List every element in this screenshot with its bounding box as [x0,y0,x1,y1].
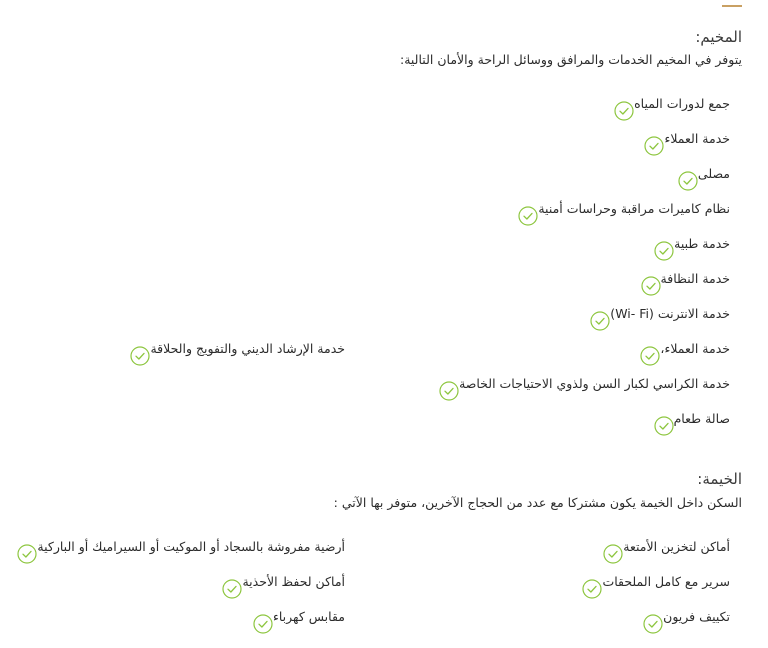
check-circle-icon [641,276,661,296]
camp-item-5 [641,270,740,296]
camp-item-label: صالة طعام [673,410,730,426]
camp-item-8 [439,375,740,401]
camp-item-1 [644,130,740,156]
camp-item-label: خدمة طبية [674,235,730,251]
camp-item-label: مصلى [697,165,730,181]
camp-item-4 [654,235,740,261]
check-circle-icon [643,614,663,634]
camp-heading: المخيم: [695,28,742,46]
camp-item-label: خدمة العملاء [664,130,730,146]
camp-left-item-0 [130,340,355,366]
tent-item-1 [582,573,740,599]
check-circle-icon [654,241,674,261]
check-circle-icon [590,311,610,331]
tent-item-2 [643,608,740,634]
camp-item-2 [678,165,740,191]
camp-item-label: جمع لدورات المياه [634,95,730,111]
check-circle-icon [582,579,602,599]
camp-item-label: خدمة النظافة [660,270,730,286]
camp-item-7 [640,340,740,366]
check-circle-icon [130,346,150,366]
check-circle-icon [439,381,459,401]
tent-intro: السكن داخل الخيمة يكون مشتركا مع عدد من الحجاج الآخرين، متوفر بها الآتي : [333,495,742,510]
check-circle-icon [222,579,242,599]
check-circle-icon [253,614,273,634]
top-accent-line [722,5,742,7]
tent-left-item-label: مقابس كهرباء [273,608,345,624]
camp-item-6 [590,305,740,331]
tent-item-label: أماكن لتخزين الأمتعة [623,538,730,554]
camp-item-3 [518,200,740,226]
check-circle-icon [678,171,698,191]
tent-item-label: تكييف فريون [663,608,730,624]
tent-left-item-1 [222,573,355,599]
camp-intro: يتوفر في المخيم الخدمات والمرافق ووسائل الراحة والأمان التالية: [400,52,742,67]
tent-left-item-label: أماكن لحفظ الأحذية [242,573,345,589]
camp-item-label: خدمة الانترنت (Wi- Fi) [610,305,730,321]
camp-item-label: خدمة العملاء، [660,340,730,356]
check-circle-icon [644,136,664,156]
tent-left-item-0 [17,538,355,564]
check-circle-icon [614,101,634,121]
tent-heading: الخيمة: [697,470,742,488]
tent-item-0 [603,538,740,564]
camp-item-label: نظام كاميرات مراقبة وحراسات أمنية [538,200,730,216]
check-circle-icon [640,346,660,366]
camp-left-item-label: خدمة الإرشاد الديني والتفويج والحلاقة [150,340,345,356]
tent-item-label: سرير مع كامل الملحقات [602,573,730,589]
camp-item-9 [654,410,740,436]
check-circle-icon [17,544,37,564]
tent-left-item-2 [253,608,355,634]
tent-left-item-label: أرضية مفروشة بالسجاد أو الموكيت أو السيراميك أو الباركية [37,538,345,554]
check-circle-icon [654,416,674,436]
camp-item-0 [614,95,740,121]
check-circle-icon [518,206,538,226]
check-circle-icon [603,544,623,564]
camp-item-label: خدمة الكراسي لكبار السن ولذوي الاحتياجات الخاصة [459,375,730,391]
